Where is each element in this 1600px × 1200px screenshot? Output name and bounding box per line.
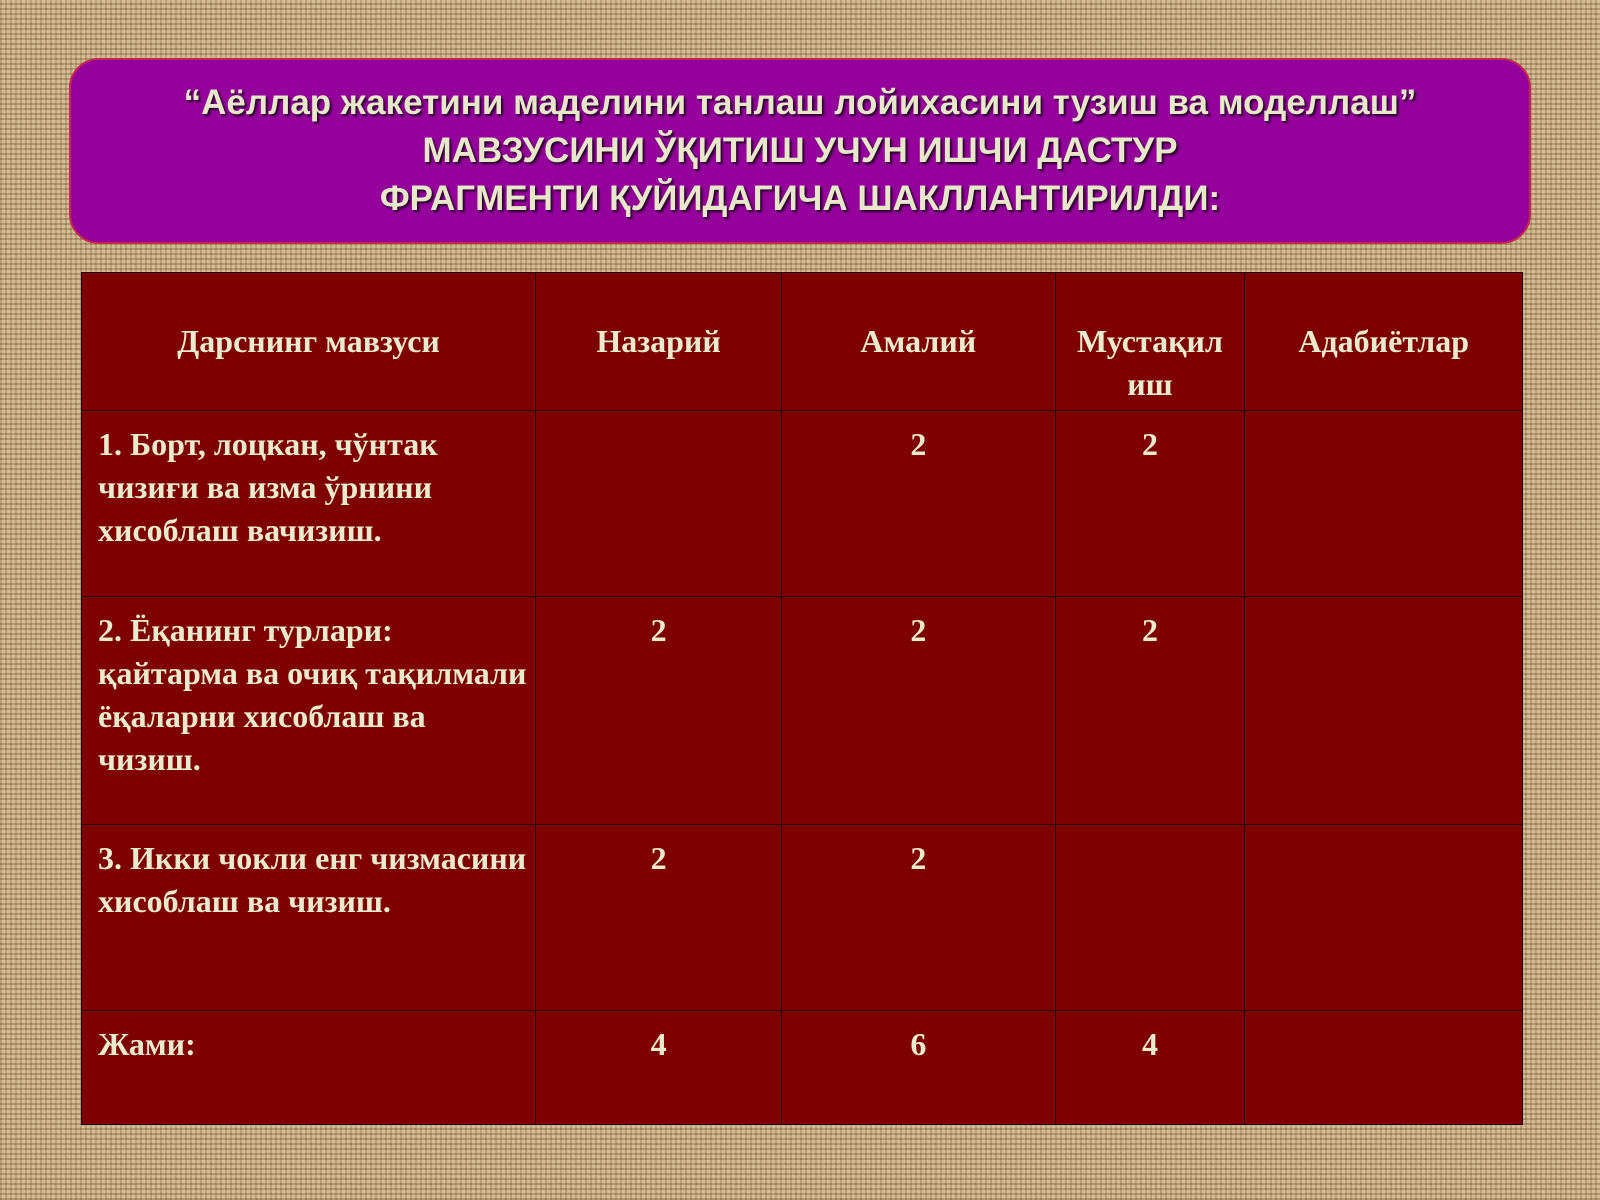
header-topic: Дарснинг мавзуси — [82, 273, 536, 411]
total-label-cell: Жами: — [82, 1011, 536, 1125]
title-line-2: МАВЗУСИНИ ЎҚИТИШ УЧУН ИШЧИ ДАСТУР — [422, 131, 1178, 170]
theory-cell: 2 — [536, 825, 782, 1011]
practice-cell: 2 — [782, 825, 1056, 1011]
topic-cell: 1. Борт, лоцкан, чўнтак чизиғи ва изма ўрнини хисоблаш вачизиш. — [82, 411, 536, 597]
literature-cell — [1245, 597, 1523, 825]
total-independent-cell: 4 — [1055, 1011, 1245, 1125]
table-row — [82, 825, 1523, 1011]
header-theory: Назарий — [536, 273, 782, 411]
independent-cell — [1055, 825, 1245, 1011]
header-practice: Амалий — [782, 273, 1056, 411]
topic-cell: 2. Ёқанинг турлари: қайтарма ва очиқ тақилмали ёқаларни хисоблаш ва чизиш. — [82, 597, 536, 825]
topic-cell: 3. Икки чокли енг чизмасини хисоблаш ва чизиш. — [82, 825, 536, 1011]
title-line-3: ФРАГМЕНТИ ҚУЙИДАГИЧА ШАКЛЛАНТИРИЛДИ: — [379, 179, 1221, 218]
independent-cell: 2 — [1055, 597, 1245, 825]
table-row — [82, 597, 1523, 825]
theory-cell: 2 — [536, 597, 782, 825]
theory-cell — [536, 411, 782, 597]
table-row-total — [82, 1011, 1523, 1125]
title-line-1: “Аёллар жакетини маделини танлаш лойихасини тузиш ва моделлаш” — [183, 83, 1417, 122]
total-theory-cell: 4 — [536, 1011, 782, 1125]
practice-cell: 2 — [782, 411, 1056, 597]
header-independent: Мустақил иш — [1055, 273, 1245, 411]
independent-cell: 2 — [1055, 411, 1245, 597]
total-practice-cell: 6 — [782, 1011, 1056, 1125]
literature-cell — [1245, 411, 1523, 597]
total-literature-cell — [1245, 1011, 1523, 1125]
title-banner — [69, 58, 1531, 244]
practice-cell: 2 — [782, 597, 1056, 825]
table-row — [82, 411, 1523, 597]
header-literature: Адабиётлар — [1245, 273, 1523, 411]
literature-cell — [1245, 825, 1523, 1011]
curriculum-table — [81, 272, 1523, 1125]
curriculum-table-container — [81, 272, 1523, 1124]
table-header-row — [82, 273, 1523, 411]
